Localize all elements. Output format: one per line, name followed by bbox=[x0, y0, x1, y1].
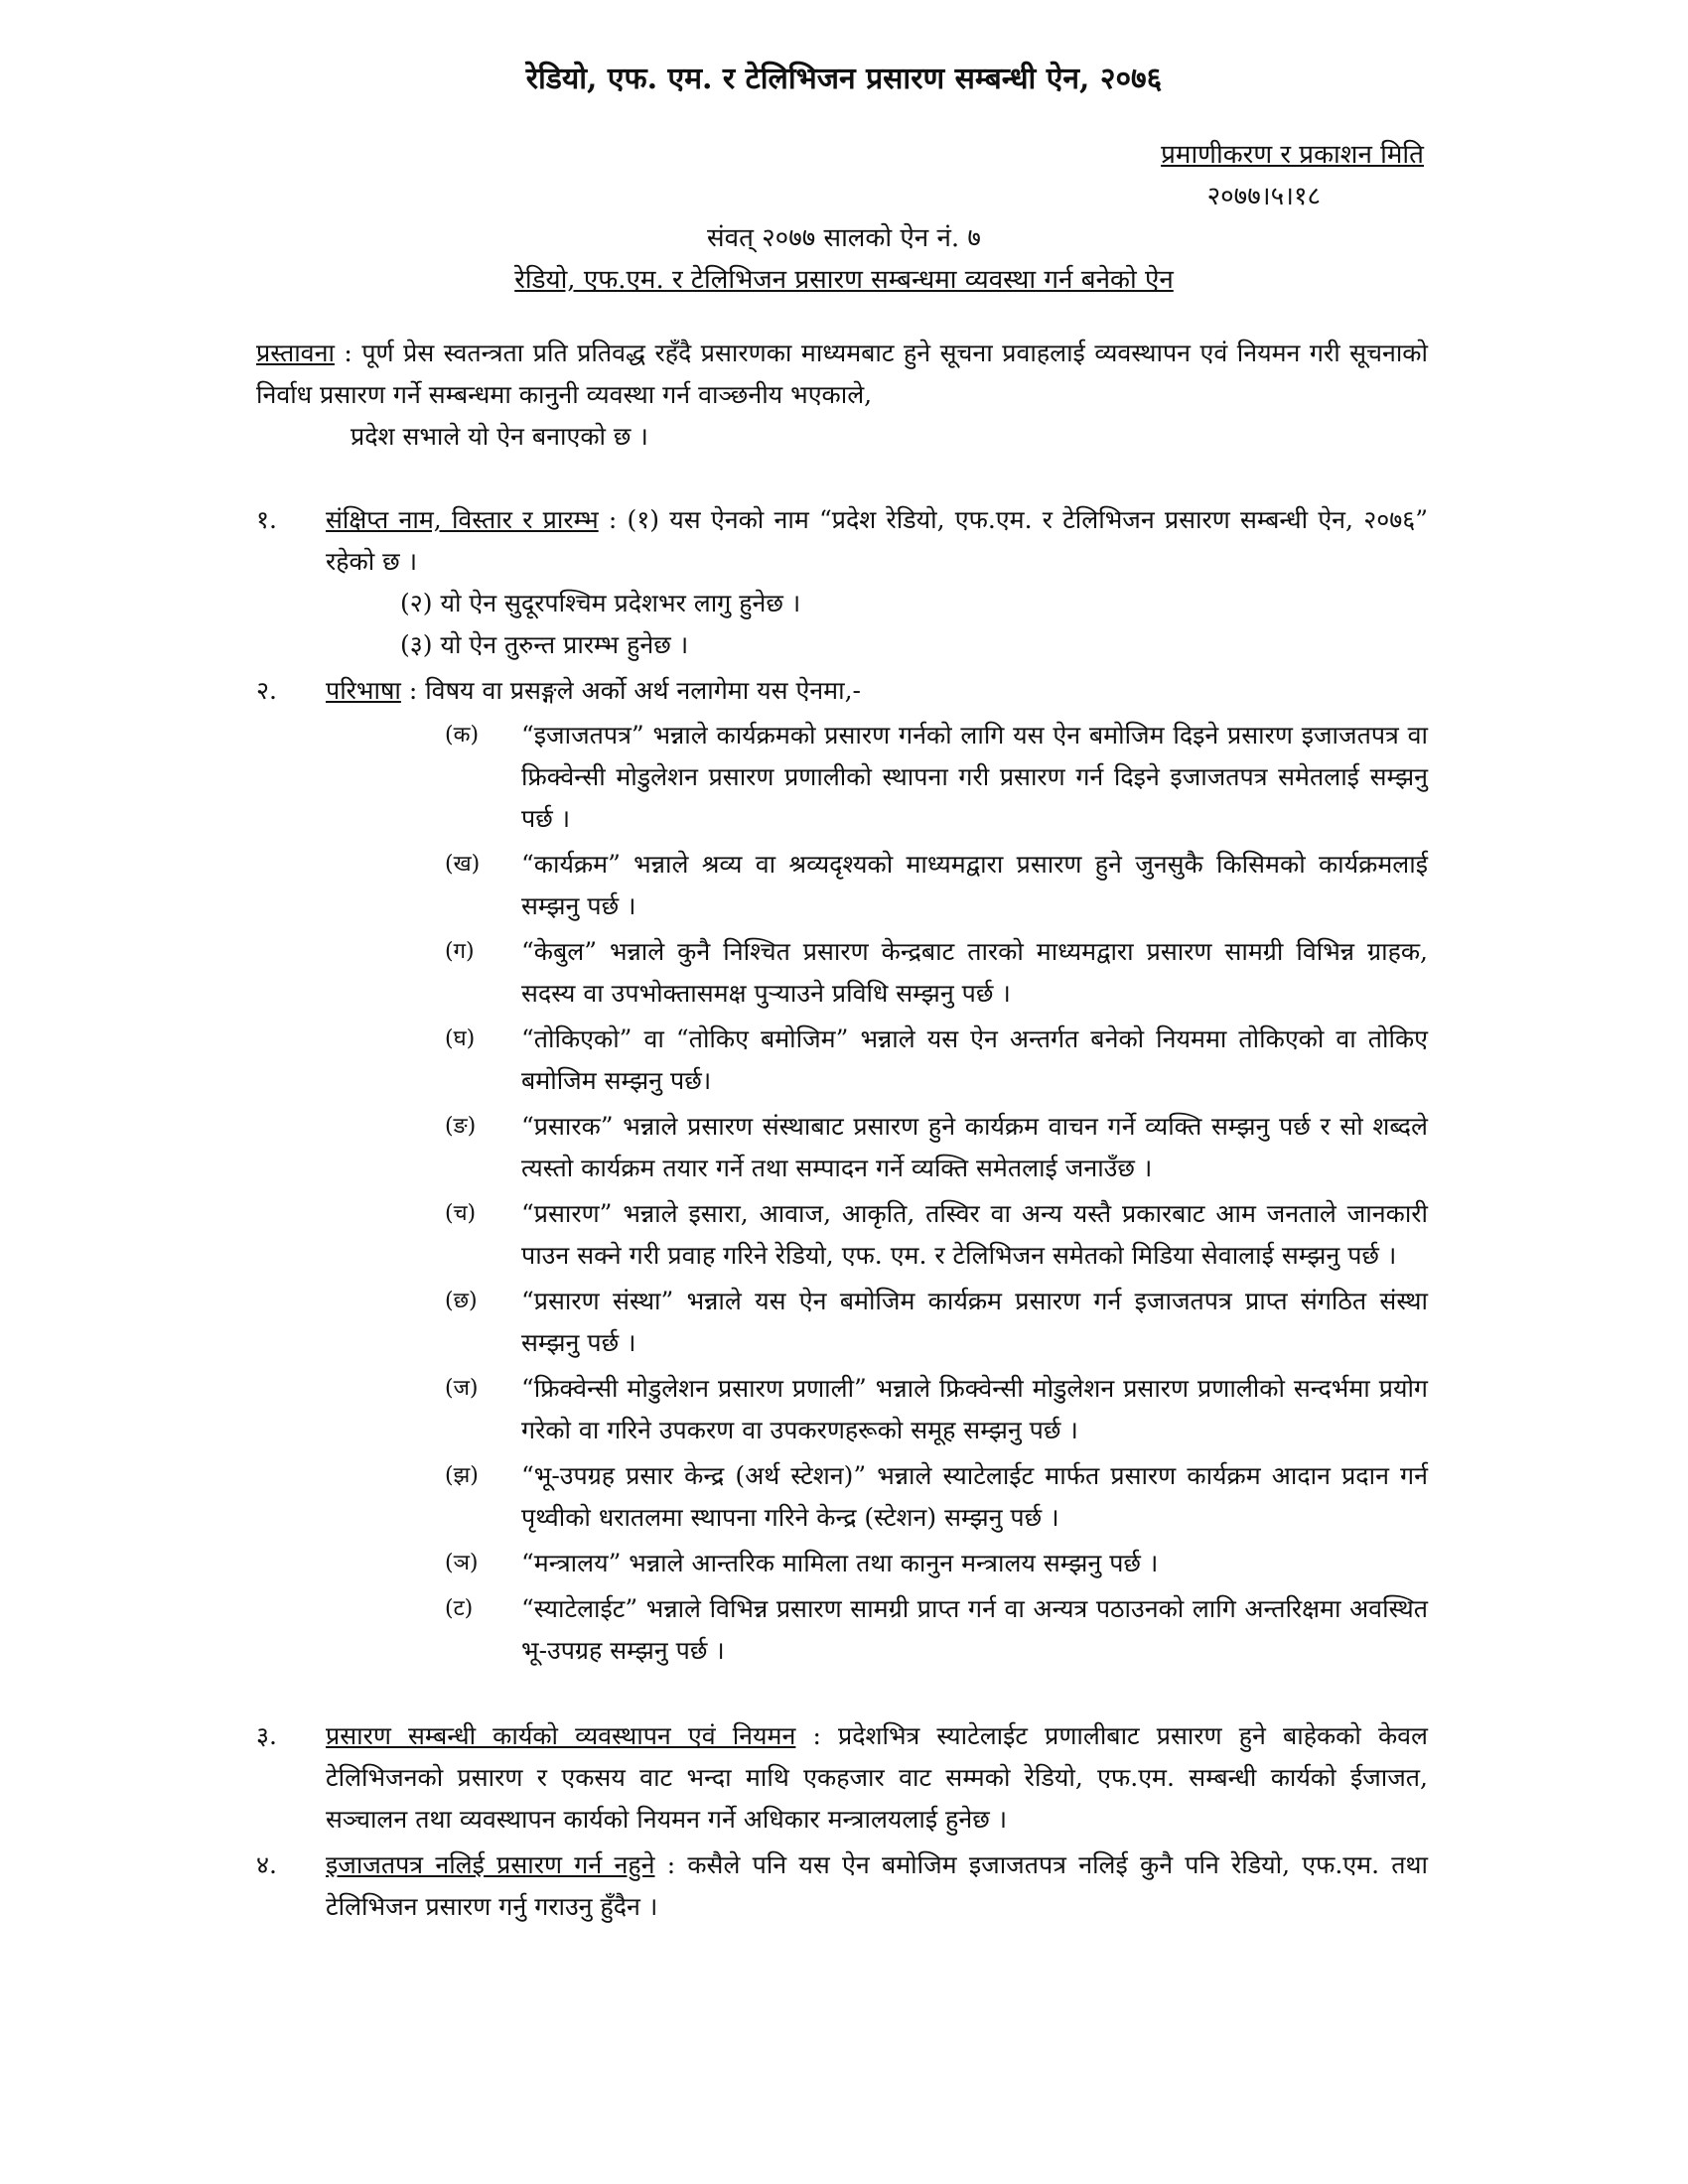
definition-item bbox=[445, 1368, 1428, 1451]
definition-letter: (ट) bbox=[445, 1596, 474, 1621]
definition-text: “प्रसारण संस्था” भन्नाले यस ऐन बमोजिम कार्यक्रम प्रसारण गर्न इजाजतपत्र प्राप्त संगठित संस्था सम्झनु पर्छ । bbox=[521, 1287, 1428, 1357]
definition-item bbox=[445, 1588, 1428, 1672]
definition-text: “प्रसारण” भन्नाले इसारा, आवाज, आकृति, तस्विर वा अन्य यस्तै प्रकारबाट आम जनताले जानकारी पाउन सक्ने गरी प्रवाह गरिने रेडियो, एफ. एम. र टेलिभिजन समेतको मिडिया सेवालाई सम्झनु पर्छ । bbox=[521, 1199, 1428, 1270]
document-title: रेडियो, एफ. एम. र टेलिभिजन प्रसारण सम्बन्धी ऐन, २०७६ bbox=[525, 62, 1163, 96]
subsection-2: (२) यो ऐन सुदूरपश्चिम प्रदेशभर लागु हुनेछ । bbox=[400, 589, 801, 617]
act-title-text: रेडियो, एफ.एम. र टेलिभिजन प्रसारण सम्बन्धमा व्यवस्था गर्न बनेको ऐन bbox=[514, 265, 1174, 295]
section-number: १. bbox=[256, 505, 277, 534]
definition-item bbox=[445, 1106, 1428, 1189]
definition-letter: (ञ) bbox=[445, 1551, 479, 1575]
definition-item bbox=[445, 715, 1428, 840]
definition-letter: (ज) bbox=[445, 1376, 479, 1401]
definition-letter: (घ) bbox=[445, 1026, 476, 1051]
section-body bbox=[326, 1715, 1428, 1841]
definition-letter: (ग) bbox=[445, 939, 475, 964]
section-heading: इजाजतपत्र नलिई प्रसारण गर्न नहुने bbox=[326, 1850, 655, 1879]
section-body bbox=[326, 1844, 1428, 1928]
section-heading: प्रसारण सम्बन्धी कार्यको व्यवस्थापन एवं नियमन bbox=[326, 1721, 796, 1750]
section-heading: संक्षिप्त नाम, विस्तार र प्रारम्भ bbox=[326, 505, 599, 534]
definition-text: “प्रसारक” भन्नाले प्रसारण संस्थाबाट प्रसारण हुने कार्यक्रम वाचन गर्ने व्यक्ति सम्झनु पर्छ र सो शब्दले त्यस्तो कार्यक्रम तयार गर्ने तथा सम्पादन गर्ने व्यक्ति समेतलाई जनाउँछ । bbox=[521, 1112, 1428, 1182]
definition-letter: (क) bbox=[445, 723, 480, 748]
definition-letter: (ङ) bbox=[445, 1114, 477, 1139]
section-number: ३. bbox=[256, 1721, 277, 1750]
definition-text: “स्याटेलाईट” भन्नाले विभिन्न प्रसारण सामग्री प्राप्त गर्न वा अन्यत्र पठाउनको लागि अन्तरिक्षमा अवस्थित भू-उपग्रह सम्झनु पर्छ । bbox=[521, 1594, 1428, 1665]
subsection-3: (३) यो ऐन तुरुन्त प्रारम्भ हुनेछ । bbox=[400, 630, 689, 659]
definition-item bbox=[445, 931, 1428, 1015]
definition-text: “फ्रिक्वेन्सी मोडुलेशन प्रसारण प्रणाली” भन्नाले फ्रिक्वेन्सी मोडुलेशन प्रसारण प्रणालीको सन्दर्भमा प्रयोग गरेको वा गरिने उपकरण वा उपकरणहरूको समूह सम्झनु पर्छ । bbox=[521, 1374, 1428, 1444]
section-body bbox=[326, 499, 1428, 666]
authentication-date: २०७७।५।१८ bbox=[1206, 182, 1321, 211]
definition-text: “केबुल” भन्नाले कुनै निश्चित प्रसारण केन्द्रबाट तारको माध्यमद्वारा प्रसारण सामग्री विभिन्न ग्राहक, सदस्य वा उपभोक्तासमक्ष पुऱ्याउने प्रविधि सम्झनु पर्छ । bbox=[521, 937, 1428, 1008]
preamble bbox=[256, 333, 1428, 458]
preamble-text: : पूर्ण प्रेस स्वतन्त्रता प्रति प्रतिवद्ध रहँदै प्रसारणका माध्यमबाट हुने सूचना प्रवाहलाई व्यवस्थापन एवं नियमन गरी सूचनाको निर्वाध प्रसारण गर्ने सम्बन्धमा कानुनी व्यवस्था गर्न वाञ्छनीय भएकाले, bbox=[256, 339, 1428, 409]
section-body bbox=[326, 670, 1428, 712]
section-text: : (१) यस ऐनको नाम “प्रदेश रेडियो, एफ.एम. र टेलिभिजन प्रसारण सम्बन्धी ऐन, २०७६” रहेको छ । bbox=[326, 505, 1428, 576]
definition-text: “इजाजतपत्र” भन्नाले कार्यक्रमको प्रसारण गर्नको लागि यस ऐन बमोजिम दिइने प्रसारण इजाजतपत्र वा फ्रिक्वेन्सी मोडुलेशन प्रसारण प्रणालीको स्थापना गरी प्रसारण गर्न दिइने इजाजतपत्र समेतलाई सम्झनु पर्छ । bbox=[521, 721, 1428, 833]
definitions-list bbox=[256, 715, 1428, 1676]
definition-item bbox=[445, 1455, 1428, 1539]
section-text: : कसैले पनि यस ऐन बमोजिम इजाजतपत्र नलिई कुनै पनि रेडियो, एफ.एम. तथा टेलिभिजन प्रसारण गर्नु गराउनु हुँदैन । bbox=[326, 1850, 1428, 1921]
act-title bbox=[0, 260, 1688, 300]
section-heading: परिभाषा bbox=[326, 676, 401, 705]
definition-text: “भू-उपग्रह प्रसार केन्द्र (अर्थ स्टेशन)” भन्नाले स्याटेलाईट मार्फत प्रसारण कार्यक्रम आदान प्रदान गर्न पृथ्वीको धरातलमा स्थापना गरिने केन्द्र (स्टेशन) सम्झनु पर्छ । bbox=[521, 1461, 1428, 1532]
definition-item bbox=[445, 1019, 1428, 1102]
preamble-label: प्रस्तावना bbox=[256, 339, 335, 367]
definition-text: “तोकिएको” वा “तोकिए बमोजिम” भन्नाले यस ऐन अन्तर्गत बनेको नियममा तोकिएको वा तोकिए बमोजिम सम्झनु पर्छ। bbox=[521, 1024, 1428, 1095]
section-number: ४. bbox=[256, 1850, 277, 1879]
definition-item bbox=[445, 1193, 1428, 1277]
authentication-label: प्रमाणीकरण र प्रकाशन मिति bbox=[1161, 140, 1424, 170]
definition-letter: (ख) bbox=[445, 852, 481, 877]
definition-item bbox=[445, 1543, 1428, 1584]
definition-item bbox=[445, 1281, 1428, 1364]
definition-text: “मन्त्रालय” भन्नाले आन्तरिक मामिला तथा कानुन मन्त्रालय सम्झनु पर्छ । bbox=[521, 1549, 1159, 1577]
definition-text: “कार्यक्रम” भन्नाले श्रव्य वा श्रव्यदृश्यको माध्यमद्वारा प्रसारण हुने जुनसुकै किसिमको कार्यक्रमलाई सम्झनु पर्छ । bbox=[521, 850, 1428, 920]
definition-letter: (च) bbox=[445, 1201, 477, 1226]
section-text: : विषय वा प्रसङ्गले अर्को अर्थ नलागेमा यस ऐनमा,- bbox=[400, 676, 862, 705]
section-3 bbox=[256, 1715, 1428, 1841]
section-text: : प्रदेशभित्र स्याटेलाईट प्रणालीबाट प्रसारण हुने बाहेकको केवल टेलिभिजनको प्रसारण र एकसय वाट भन्दा माथि एकहजार वाट सम्मको रेडियो, एफ.एम. सम्बन्धी कार्यको ईजाजत, सञ्चालन तथा व्यवस्थापन कार्यको नियमन गर्ने अधिकार मन्त्रालयलाई हुनेछ । bbox=[326, 1721, 1428, 1834]
definition-item bbox=[445, 844, 1428, 927]
act-number: संवत् २०७७ सालको ऐन नं. ७ bbox=[707, 223, 981, 253]
section-1 bbox=[256, 499, 1428, 666]
section-2 bbox=[256, 670, 1428, 712]
definition-letter: (छ) bbox=[445, 1289, 478, 1313]
section-number: २. bbox=[256, 676, 277, 705]
preamble-enactment: प्रदेश सभाले यो ऐन बनाएको छ । bbox=[351, 422, 648, 451]
definition-letter: (झ) bbox=[445, 1463, 479, 1488]
section-4 bbox=[256, 1844, 1428, 1928]
